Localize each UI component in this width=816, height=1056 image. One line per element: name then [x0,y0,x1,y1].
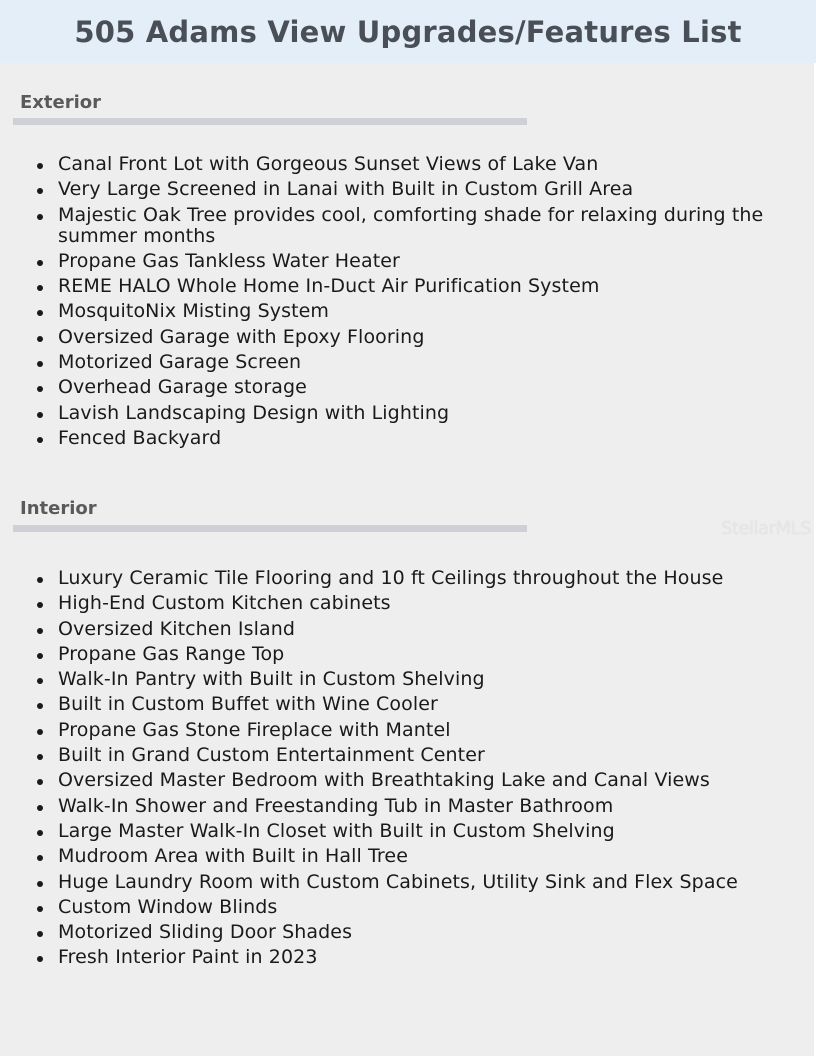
bullet-icon [37,628,43,634]
list-item [0,377,800,398]
list-item [0,720,800,741]
list-item-text: Oversized Master Bedroom with Breathtaking Lake and Canal Views [58,769,710,792]
list-item [0,327,800,348]
bullet-icon [37,931,43,937]
list-item [0,251,800,272]
bullet-icon [37,577,43,583]
list-item-text: Motorized Sliding Door Shades [58,921,353,944]
bullet-icon [37,881,43,887]
list-item-text: Oversized Kitchen Island [58,617,296,640]
list-item [0,694,800,715]
bullet-icon [37,678,43,684]
list-item [0,770,800,791]
list-item [0,619,800,640]
list-item-text: Overhead Garage storage [58,376,307,399]
list-item [0,796,800,817]
list-item-text: Canal Front Lot with Gorgeous Sunset Views of Lake Van [58,153,599,175]
list-item-text: Propane Gas Range Top [58,642,285,665]
list-item-text: Walk-In Pantry with Built in Custom Shelving [58,668,485,691]
list-item [0,872,800,893]
list-item-text: Luxury Ceramic Tile Flooring and 10 ft Ceilings throughout the House [58,567,724,589]
list-item-text: Propane Gas Tankless Water Heater [58,249,400,272]
list-item-text: Custom Window Blinds [58,895,278,918]
list-item-text: Propane Gas Stone Fireplace with Mantel [58,718,451,741]
list-item [0,403,800,424]
list-item [0,593,800,614]
bullet-icon [37,285,43,291]
list-item-text: Lavish Landscaping Design with Lighting [58,401,450,424]
list-item [0,154,800,175]
feature-list-interior [0,568,800,973]
list-item [0,947,800,968]
list-item-text: Walk-In Shower and Freestanding Tub in Master Bathroom [58,794,614,817]
bullet-icon [37,602,43,608]
list-item-text: Very Large Screened in Lanai with Built in Custom Grill Area [58,178,634,201]
list-item [0,821,800,842]
bullet-icon [37,310,43,316]
bullet-icon [37,703,43,709]
bullet-icon [37,956,43,962]
bullet-icon [37,412,43,418]
list-item-text: REME HALO Whole Home In-Duct Air Purification System [58,275,600,298]
list-item [0,301,800,322]
list-item-text: MosquitoNix Misting System [58,300,330,323]
list-item [0,428,800,449]
list-item-text: Oversized Garage with Epoxy Flooring [58,325,425,348]
bullet-icon [37,653,43,659]
list-item [0,568,800,589]
page-header [0,0,816,63]
section-rule-exterior [13,118,527,125]
section-heading-interior: Interior [20,498,97,519]
list-item [0,745,800,766]
list-item-text: Motorized Garage Screen [58,351,302,374]
list-item-text: Mudroom Area with Built in Hall Tree [58,845,408,868]
bullet-icon [37,729,43,735]
list-item [0,897,800,918]
list-item [0,205,800,247]
list-item [0,922,800,943]
list-item-text: Huge Laundry Room with Custom Cabinets, Utility Sink and Flex Space [58,870,738,893]
bullet-icon [37,754,43,760]
list-item-text: Fresh Interior Paint in 2023 [58,946,318,969]
bullet-icon [37,805,43,811]
list-item-text: Built in Grand Custom Entertainment Center [58,744,485,767]
feature-list-exterior [0,154,800,453]
section-rule-interior [13,525,527,532]
list-item-text: High-End Custom Kitchen cabinets [58,592,391,615]
bullet-icon [37,188,43,194]
bullet-icon [37,779,43,785]
list-item-text: Large Master Walk-In Closet with Built in Custom Shelving [58,819,615,842]
list-item [0,669,800,690]
list-item [0,276,800,297]
bullet-icon [37,361,43,367]
bullet-icon [37,437,43,443]
bullet-icon [37,830,43,836]
section-heading-exterior: Exterior [20,92,102,113]
list-item-text: Majestic Oak Tree provides cool, comforting shade for relaxing during the summer months [58,203,764,247]
list-item [0,179,800,200]
bullet-icon [37,163,43,169]
list-item-text: Built in Custom Buffet with Wine Cooler [58,693,438,716]
bullet-icon [37,386,43,392]
bullet-icon [37,906,43,912]
list-item-text: Fenced Backyard [58,426,222,449]
list-item [0,846,800,867]
bullet-icon [37,855,43,861]
bullet-icon [37,214,43,220]
page-title: 505 Adams View Upgrades/Features List [74,14,742,49]
list-item [0,644,800,665]
watermark: StellarMLS [721,518,811,539]
list-item [0,352,800,373]
bullet-icon [37,260,43,266]
bullet-icon [37,336,43,342]
